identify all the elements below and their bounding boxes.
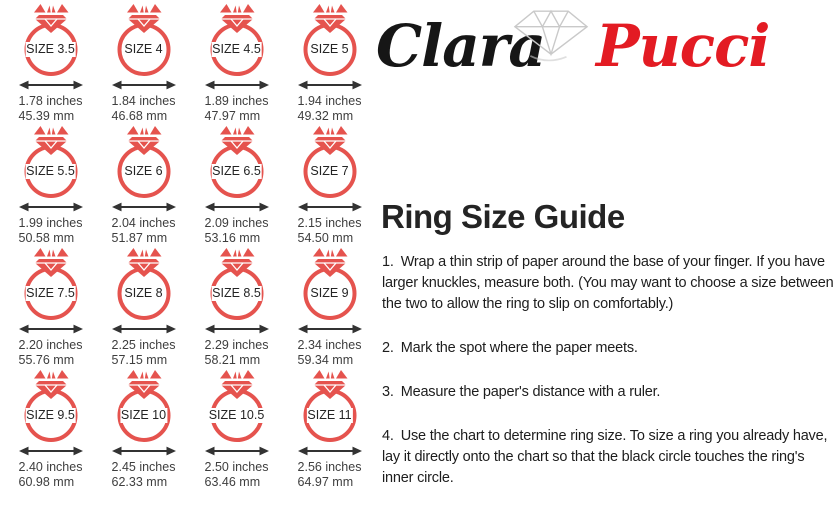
diameter-arrow-icon — [112, 445, 176, 457]
diameter-arrow-icon — [19, 445, 83, 457]
diameter-arrow-icon — [205, 201, 269, 213]
diameter-mm: 45.39 mm — [18, 109, 75, 123]
ring-illustration — [297, 126, 363, 200]
diameter-mm: 54.50 mm — [297, 231, 354, 245]
ring-measurements — [112, 94, 176, 124]
ring-size-cell — [190, 248, 283, 368]
ring-size-label: SIZE 9 — [310, 286, 349, 300]
ring-measurements — [298, 216, 362, 246]
ring-illustration — [18, 248, 84, 322]
ring-size-cell — [283, 126, 376, 246]
diameter-mm: 57.15 mm — [111, 353, 168, 367]
diameter-inches: 2.15 inches — [297, 216, 362, 230]
ring-measurements — [112, 338, 176, 368]
ring-size-label: SIZE 5 — [310, 42, 349, 56]
ring-illustration — [297, 370, 363, 444]
ring-illustration — [204, 370, 270, 444]
ring-size-label: SIZE 8.5 — [212, 286, 261, 300]
ring-illustration — [111, 4, 177, 78]
ring-illustration — [204, 4, 270, 78]
diameter-inches: 2.34 inches — [297, 338, 362, 352]
diameter-inches: 2.20 inches — [18, 338, 83, 352]
ring-size-label: SIZE 7 — [310, 164, 349, 178]
ring-measurements — [19, 460, 83, 490]
diameter-mm: 63.46 mm — [204, 475, 261, 489]
diamond-icon — [311, 4, 349, 33]
diameter-arrow-icon — [112, 323, 176, 335]
diamond-icon — [311, 248, 349, 277]
ring-size-cell — [4, 4, 97, 124]
diamond-icon — [125, 370, 163, 399]
diamond-icon — [218, 4, 256, 33]
ring-illustration — [111, 126, 177, 200]
diameter-inches: 2.09 inches — [204, 216, 269, 230]
ring-size-label: SIZE 6.5 — [212, 164, 261, 178]
diamond-icon — [311, 370, 349, 399]
diamond-icon — [32, 248, 70, 277]
ring-size-cell — [97, 370, 190, 490]
ring-size-label: SIZE 4.5 — [212, 42, 261, 56]
ring-size-cell — [190, 4, 283, 124]
diamond-icon — [311, 126, 349, 155]
ring-size-label: SIZE 10 — [120, 408, 167, 422]
ring-measurements — [205, 94, 269, 124]
diameter-mm: 64.97 mm — [297, 475, 354, 489]
ring-size-cell — [4, 126, 97, 246]
diameter-arrow-icon — [205, 79, 269, 91]
step-number: 3. — [382, 384, 394, 400]
ring-illustration — [297, 4, 363, 78]
diamond-icon — [218, 370, 256, 399]
diameter-inches: 2.56 inches — [297, 460, 362, 474]
ring-illustration — [204, 126, 270, 200]
diameter-inches: 1.89 inches — [204, 94, 269, 108]
diameter-mm: 46.68 mm — [111, 109, 168, 123]
ring-size-label: SIZE 8 — [124, 286, 163, 300]
diamond-icon — [32, 4, 70, 33]
ring-size-label: SIZE 10.5 — [208, 408, 265, 422]
diameter-mm: 58.21 mm — [204, 353, 261, 367]
ring-illustration — [297, 248, 363, 322]
ring-illustration — [18, 4, 84, 78]
diamond-icon — [125, 4, 163, 33]
ring-size-cell — [97, 126, 190, 246]
diamond-icon — [32, 126, 70, 155]
ring-size-grid — [4, 4, 378, 490]
diameter-mm: 51.87 mm — [111, 231, 168, 245]
diameter-inches: 2.29 inches — [204, 338, 269, 352]
diamond-icon — [32, 370, 70, 399]
diameter-inches: 2.25 inches — [111, 338, 176, 352]
diameter-mm: 47.97 mm — [204, 109, 261, 123]
diameter-arrow-icon — [298, 201, 362, 213]
step-text: Use the chart to determine ring size. To size a ring you already have, lay it directly onto the chart so that the black circle touches the ring's inner circle. — [382, 428, 828, 486]
diameter-inches: 2.04 inches — [111, 216, 176, 230]
diameter-arrow-icon — [19, 201, 83, 213]
diameter-mm: 53.16 mm — [204, 231, 261, 245]
instruction-step-2 — [382, 338, 834, 359]
ring-measurements — [19, 216, 83, 246]
brand-diamond-icon — [508, 4, 594, 70]
ring-size-label: SIZE 5.5 — [26, 164, 75, 178]
diameter-arrow-icon — [19, 323, 83, 335]
ring-measurements — [112, 460, 176, 490]
ring-measurements — [205, 216, 269, 246]
diameter-inches: 1.84 inches — [111, 94, 176, 108]
diameter-arrow-icon — [112, 79, 176, 91]
ring-size-cell — [283, 370, 376, 490]
diameter-inches: 2.45 inches — [111, 460, 176, 474]
ring-measurements — [298, 460, 362, 490]
diameter-arrow-icon — [19, 79, 83, 91]
diameter-mm: 49.32 mm — [297, 109, 354, 123]
ring-size-label: SIZE 7.5 — [26, 286, 75, 300]
ring-illustration — [111, 370, 177, 444]
ring-size-label: SIZE 9.5 — [26, 408, 75, 422]
ring-measurements — [205, 338, 269, 368]
diameter-inches: 1.99 inches — [18, 216, 83, 230]
diameter-arrow-icon — [298, 445, 362, 457]
diameter-mm: 62.33 mm — [111, 475, 168, 489]
ring-size-cell — [97, 248, 190, 368]
diamond-icon — [125, 126, 163, 155]
diameter-mm: 50.58 mm — [18, 231, 75, 245]
diameter-inches: 2.40 inches — [18, 460, 83, 474]
diameter-arrow-icon — [298, 323, 362, 335]
instruction-list — [382, 252, 834, 512]
ring-size-label: SIZE 6 — [124, 164, 163, 178]
ring-measurements — [298, 338, 362, 368]
step-text: Measure the paper's distance with a ruler. — [400, 384, 661, 400]
ring-measurements — [112, 216, 176, 246]
step-number: 4. — [382, 428, 394, 444]
ring-size-cell — [4, 370, 97, 490]
diameter-arrow-icon — [112, 201, 176, 213]
ring-size-cell — [283, 248, 376, 368]
step-number: 2. — [382, 340, 394, 356]
ring-size-label: SIZE 3.5 — [26, 42, 75, 56]
diameter-mm: 59.34 mm — [297, 353, 354, 367]
step-text: Wrap a thin strip of paper around the base of your finger. If you have larger knuckles, measure both. (You may want to choose a size between the two to allow the ring to slip on comfortably.) — [382, 254, 834, 312]
diameter-inches: 1.78 inches — [18, 94, 83, 108]
ring-measurements — [19, 94, 83, 124]
diameter-arrow-icon — [205, 445, 269, 457]
ring-illustration — [18, 126, 84, 200]
diamond-icon — [218, 248, 256, 277]
ring-illustration — [111, 248, 177, 322]
diameter-arrow-icon — [205, 323, 269, 335]
ring-size-label: SIZE 4 — [124, 42, 163, 56]
brand-name-pucci: Pucci — [596, 12, 770, 80]
ring-size-cell — [97, 4, 190, 124]
diamond-icon — [125, 248, 163, 277]
step-number: 1. — [382, 254, 394, 270]
diameter-inches: 2.50 inches — [204, 460, 269, 474]
ring-size-cell — [283, 4, 376, 124]
instruction-step-4 — [382, 426, 834, 489]
ring-size-cell — [4, 248, 97, 368]
ring-size-label: SIZE 11 — [307, 408, 352, 422]
diamond-icon — [218, 126, 256, 155]
instruction-step-1 — [382, 252, 834, 315]
diameter-arrow-icon — [298, 79, 362, 91]
ring-measurements — [298, 94, 362, 124]
brand-name-clara: Clara — [376, 12, 545, 80]
diameter-mm: 55.76 mm — [18, 353, 75, 367]
ring-size-cell — [190, 126, 283, 246]
instruction-step-3 — [382, 382, 834, 403]
ring-size-cell — [190, 370, 283, 490]
ring-measurements — [205, 460, 269, 490]
diameter-inches: 1.94 inches — [297, 94, 362, 108]
step-text: Mark the spot where the paper meets. — [400, 340, 638, 356]
diameter-mm: 60.98 mm — [18, 475, 75, 489]
ring-measurements — [19, 338, 83, 368]
page-title: Ring Size Guide — [381, 198, 625, 235]
ring-illustration — [204, 248, 270, 322]
ring-illustration — [18, 370, 84, 444]
